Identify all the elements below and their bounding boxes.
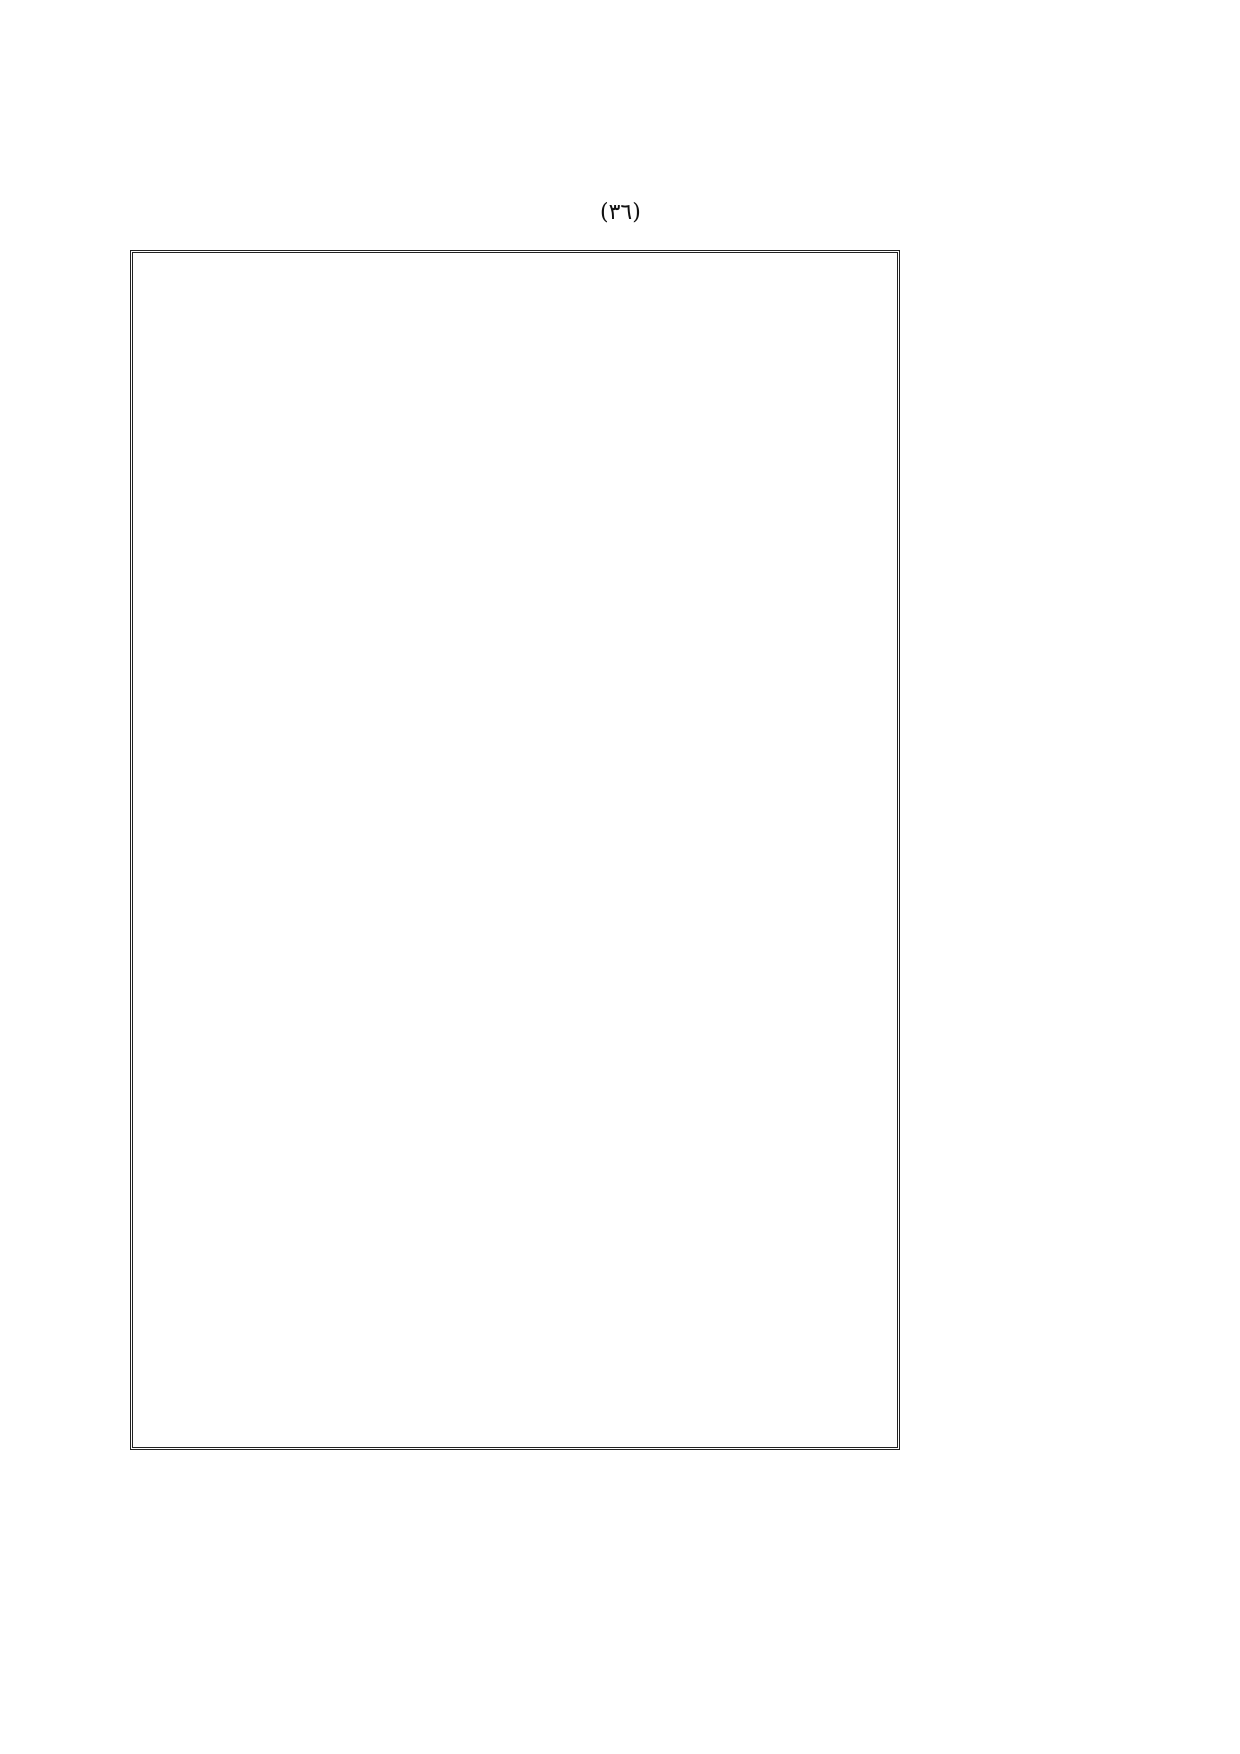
footer-commentary (120, 1460, 1120, 1600)
header-commentary (120, 120, 1120, 250)
page-number: (٣٦) (600, 200, 641, 225)
margin-commentary (910, 250, 1110, 1450)
main-text-block (130, 250, 900, 1450)
